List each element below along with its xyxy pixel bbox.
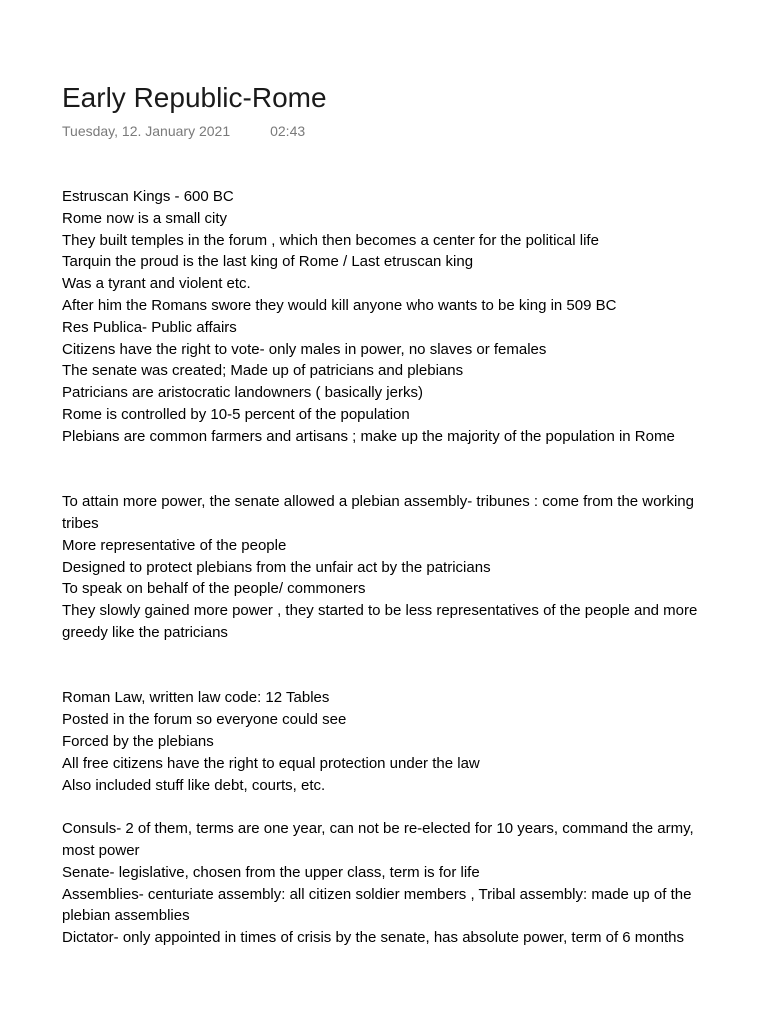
text-line: Estruscan Kings - 600 BC [62,188,234,205]
text-line: They slowly gained more power , they started to be less representatives of the people and more [62,602,698,620]
spacer [62,448,768,492]
text-line: Consuls- 2 of them, terms are one year, can not be re-elected for 10 years, command the army, [62,820,694,838]
text-line: most power [62,841,140,859]
text-line: Forced by the plebians [62,732,214,750]
text-line: plebian assemblies [62,907,190,925]
note-timestamp [62,122,305,140]
text-line: More representative of the people [62,536,287,554]
text-line: Rome is controlled by 10-5 percent of the population [62,405,410,423]
text-line: Plebians are common farmers and artisans ; make up the majority of the population in Rome [62,427,675,445]
text-line: Patricians are aristocratic landowners ( basically jerks) [62,384,423,402]
text-line: Citizens have the right to vote- only males in power, no slaves or females [62,340,547,358]
section-plebian-assembly [62,491,768,644]
text-line: To speak on behalf of the people/ commoners [62,580,366,598]
text-line: Was a tyrant and violent etc. [62,275,251,293]
note-time: 02:43 [270,123,306,139]
text-line: Rome now is a small city [62,209,228,227]
text-line: Assemblies- centuriate assembly: all citizen soldier members , Tribal assembly: made up of the [62,885,692,903]
text-line: The senate was created; Made up of patricians and plebians [62,362,464,380]
text-line: All free citizens have the right to equal protection under the law [62,754,480,772]
text-line: Designed to protect plebians from the unfair act by the patricians [62,558,491,576]
text-line: Senate- legislative, chosen from the upper class, term is for life [62,863,480,881]
text-line: Roman Law, written law code: 12 Tables [62,689,330,707]
note-body [62,186,768,949]
section-government [62,818,768,949]
text-line: greedy like the patricians [62,623,228,641]
text-line: After him the Romans swore they would kill anyone who wants to be king in 509 BC [62,296,617,314]
text-line: tribes [62,514,99,532]
spacer [62,796,768,818]
page-title: Early Republic-Rome [62,82,327,113]
text-line: To attain more power, the senate allowed a plebian assembly- tribunes : come from the working [62,493,694,511]
spacer [62,644,768,688]
text-line: Tarquin the proud is the last king of Rome / Last etruscan king [62,253,474,271]
note-date: Tuesday, 12. January 2021 [62,123,231,139]
section-etruscan-kings [62,186,768,448]
text-line: They built temples in the forum , which then becomes a center for the political life [62,231,599,249]
text-line: Posted in the forum so everyone could see [62,711,347,729]
text-line: Also included stuff like debt, courts, etc. [62,776,326,794]
text-line: Res Publica- Public affairs [62,318,237,336]
text-line: Dictator- only appointed in times of crisis by the senate, has absolute power, term of 6 months [62,929,684,947]
section-roman-law [62,687,768,796]
